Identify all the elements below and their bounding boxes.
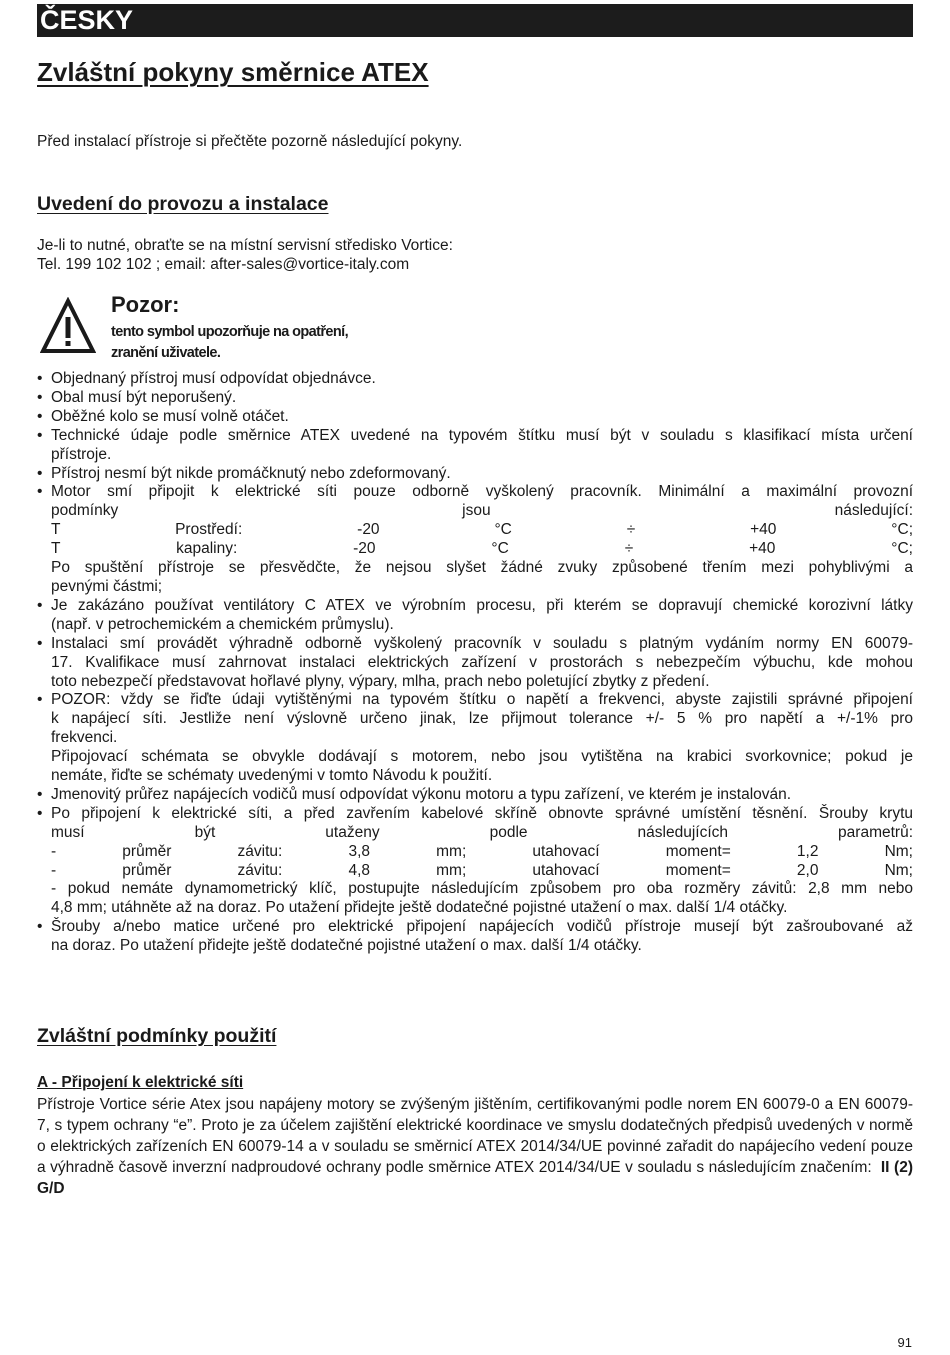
list-item-line: musí být utaženy podle následujících parametrů: (51, 823, 913, 841)
atex-marking: II (2) G/D (37, 1159, 913, 1197)
list-item (37, 483, 913, 596)
list-item-line: přístroje. (51, 445, 112, 463)
paragraph-text: Přístroje Vortice série Atex jsou napájeny motory se zvýšeným jištěním, certifikovanými podle norem EN 60079-0 a EN 60079-7, s typem ochrany “e”. Proto je za účelem zajištění elektrické koordinace ve smyslu dodatečných předpisů uvedených v normě o elektrických zařízeních EN 60079-14 a v souladu se směrnicí ATEX 2014/34/UE povinné zařadit do napájecího vedení pouze a výhradně časově inverzní nadproudové ochrany podle směrnice ATEX 2014/34/UE v souladu s následujícím značením: (37, 1096, 913, 1176)
contact-line: Je-li to nutné, obraťte se na místní servisní středisko Vortice: (37, 237, 453, 254)
warning-triangle-icon (40, 297, 96, 355)
list-item-line: • POZOR: vždy se řiďte údaji vytištěnými na typovém štítku o napětí a frekvenci, abyste zajistili správné připojení (51, 691, 913, 709)
contact-info (37, 236, 453, 274)
list-item-line: • Šrouby a/nebo matice určené pro elektrické připojení napájecích vodičů přístroje musejí být zašroubované až (51, 918, 913, 936)
instruction-list (37, 370, 913, 956)
list-item-line: T Prostředí: -20 °C ÷ +40 °C; (51, 521, 913, 539)
list-item-line: • Po připojení k elektrické síti, a před zavřením kabelové skříně obnovte správné umístění těsnění. Šrouby krytu (51, 804, 913, 822)
list-item-line: na doraz. Po utažení přidejte ještě dodatečné pojistné utažení o max. další 1/4 otáčky. (51, 937, 642, 955)
list-item (37, 918, 913, 956)
intro-text: Před instalací přístroje si přečtěte pozorně následující pokyny. (37, 133, 463, 150)
list-item-line: • Motor smí připojit k elektrické síti pouze odborně vyškolený pracovník. Minimální a maximální provozní (51, 483, 913, 501)
conditions-paragraph (37, 1094, 913, 1199)
list-item-line: • Objednaný přístroj musí odpovídat objednávce. (51, 370, 376, 387)
list-item-line: (např. v petrochemickém a chemickém průmyslu). (51, 615, 394, 633)
list-item-line: podmínky jsou následující: (51, 502, 913, 520)
list-item (37, 635, 913, 692)
list-item-line: • Přístroj nesmí být nikde promáčknutý nebo zdeformovaný. (51, 464, 451, 482)
list-item (37, 805, 913, 918)
list-item-line: • Instalaci smí provádět výhradně odborně vyškolený pracovník v souladu s platným vydáním normy EN 60079- (51, 634, 913, 652)
list-item-line: • Technické údaje podle směrnice ATEX uvedené na typovém štítku musí být v souladu s klasifikací místa určení (51, 426, 913, 444)
list-item-line: Připojovací schémata se obvykle dodávají s motorem, nebo jsou vytištěna na krabici svorkovnice; pokud je (51, 748, 913, 766)
language-header: ČESKY (37, 4, 913, 37)
list-item (37, 389, 913, 408)
list-item-line: • Jmenovitý průřez napájecích vodičů musí odpovídat výkonu motoru a typu zařízení, ve kterém je instalován. (51, 785, 792, 803)
list-item-line: frekvenci. (51, 729, 118, 747)
list-item (37, 465, 913, 484)
list-item (37, 370, 913, 389)
list-item (37, 408, 913, 427)
list-item-line: T kapaliny: -20 °C ÷ +40 °C; (51, 540, 913, 558)
list-item (37, 427, 913, 465)
warning-line: zranění uživatele. (111, 345, 221, 361)
list-item-line: - průměr závitu: 3,8 mm; utahovací moment= 1,2 Nm; (51, 842, 913, 860)
section-heading-installation: Uvedení do provozu a instalace (37, 193, 329, 215)
list-item-line: 4,8 mm; utáhněte až na doraz. Po utažení přidejte ještě dodatečné pojistné utažení o max. další 1/4 otáčky. (51, 899, 788, 917)
warning-text (111, 322, 348, 364)
list-item (37, 597, 913, 635)
list-item-line: - průměr závitu: 4,8 mm; utahovací moment= 2,0 Nm; (51, 861, 913, 879)
page-title: Zvláštní pokyny směrnice ATEX (37, 57, 429, 87)
list-item-line: 17. Kvalifikace musí zahrnovat instalaci elektrických zařízení v prostorách s nebezpečím výbuchu, kde mohou (51, 653, 913, 671)
list-item-line: • Obal musí být neporušený. (51, 388, 237, 406)
warning-line: tento symbol upozorňuje na opatření, (111, 324, 348, 340)
list-item-line: toto nebezpečí představovat hořlavé plyny, výpary, mlha, prach nebo poletující zbytky z předení. (51, 672, 710, 690)
list-item-line: Po spuštění přístroje se přesvědčte, že nejsou slyšet žádné zvuky způsobené třením mezi pohyblivými a (51, 559, 913, 577)
list-item-line: • Je zakázáno používat ventilátory C ATEX ve výrobním procesu, při kterém se dopravují chemické korozivní látky (51, 596, 913, 614)
subsection-heading: A - Připojení k elektrické síti (37, 1074, 244, 1091)
contact-line: Tel. 199 102 102 ; email: after-sales@vortice-italy.com (37, 256, 410, 273)
list-item-line: k napájecí síti. Jestliže není výslovně určeno jinak, lze přijmout tolerance +/- 5 % pro napětí a +/-1% pro (51, 710, 913, 728)
page-number: 91 (897, 1335, 912, 1350)
list-item-line: • Oběžné kolo se musí volně otáčet. (51, 407, 289, 425)
list-item-line: pevnými částmi; (51, 577, 163, 595)
list-item-line: nemáte, řiďte se schématy uvedenými v tomto Návodu k použití. (51, 767, 493, 785)
list-item-line: - pokud nemáte dynamometrický klíč, postupujte následujícím způsobem pro oba rozměry závitů: 2,8 mm nebo (51, 880, 913, 898)
warning-title: Pozor: (111, 292, 180, 317)
list-item (37, 691, 913, 786)
section-heading-conditions: Zvláštní podmínky použití (37, 1025, 277, 1047)
list-item (37, 786, 913, 805)
